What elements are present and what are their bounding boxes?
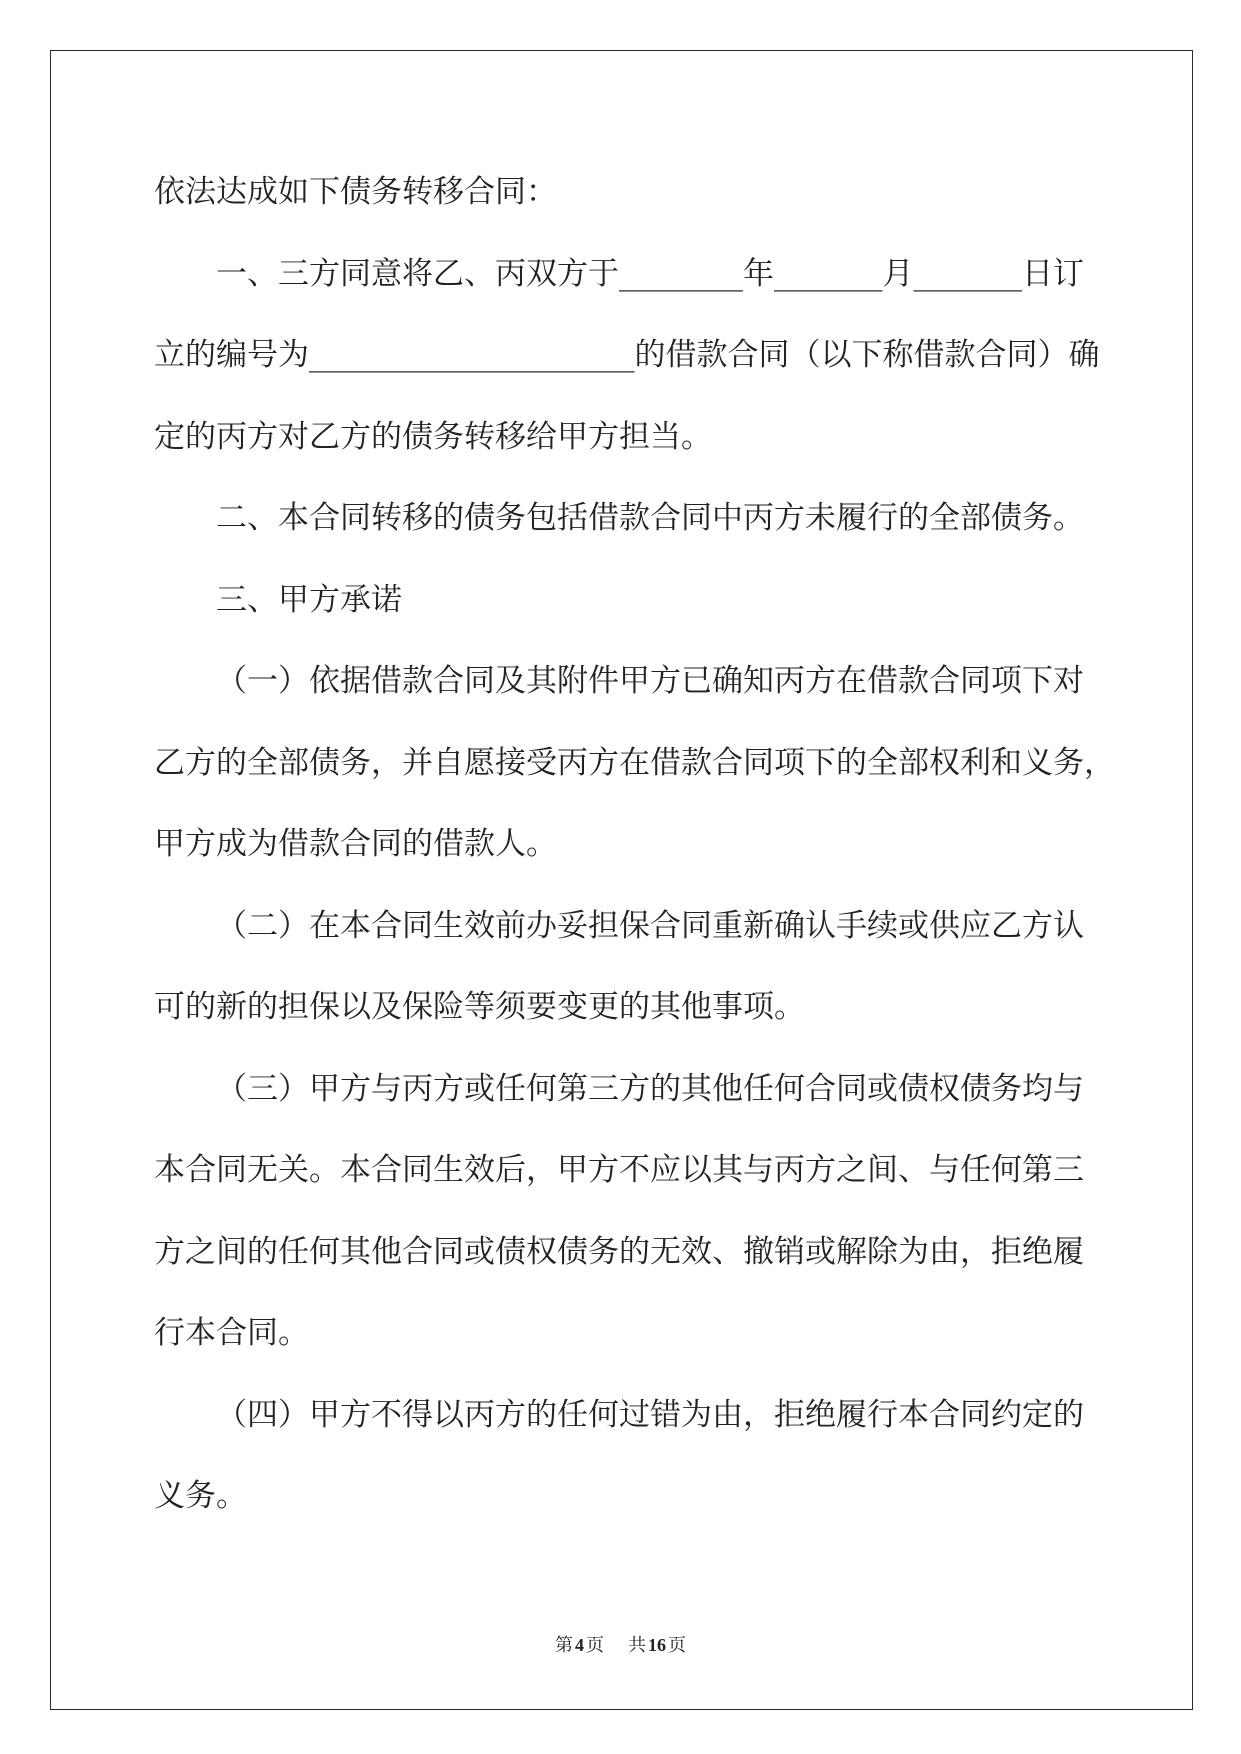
total-pages: 16 xyxy=(648,1635,666,1655)
document-body xyxy=(154,152,1134,1538)
subclause-3-line: （三）甲方与丙方或任何第三方的其他任何合同或债权债务均与 xyxy=(216,1070,1084,1107)
text-line: 甲方成为借款合同的借款人。 xyxy=(154,826,557,862)
text-line: 乙方的全部债务，并自愿接受丙方在借款合同项下的全部权利和义务， xyxy=(154,744,1115,781)
clause-2-line: 二、本合同转移的债务包括借款合同中丙方未履行的全部债务。 xyxy=(216,500,1084,536)
text-line: 定的丙方对乙方的债务转移给甲方担当。 xyxy=(154,418,712,455)
subclause-4-line: （四）甲方不得以丙方的任何过错为由，拒绝履行本合同约定的 xyxy=(216,1396,1084,1433)
text-line: 依法达成如下债务转移合同： xyxy=(154,174,557,210)
page-number: 4 xyxy=(575,1635,584,1655)
text-line: 行本合同。 xyxy=(154,1315,309,1351)
subclause-1-line: （一）依据借款合同及其附件甲方已确知丙方在借款合同项下对 xyxy=(216,663,1084,699)
clause-1-line: 一、三方同意将乙、丙双方于________年_______月_______日订 xyxy=(216,255,1084,292)
text-line: 本合同无关。本合同生效后，甲方不应以其与丙方之间、与任何第三 xyxy=(154,1152,1084,1188)
page-footer xyxy=(0,1633,1241,1657)
page-prefix: 第 xyxy=(555,1635,573,1655)
total-suffix: 页 xyxy=(668,1635,686,1655)
subclause-2-line: （二）在本合同生效前办妥担保合同重新确认手续或供应乙方认 xyxy=(216,907,1084,944)
text-line: 立的编号为_____________________的借款合同（以下称借款合同）确 xyxy=(154,337,1100,373)
clause-3-heading: 三、甲方承诺 xyxy=(216,581,402,618)
text-line: 方之间的任何其他合同或债权债务的无效、撤销或解除为由，拒绝履 xyxy=(154,1233,1084,1270)
text-line: 义务。 xyxy=(154,1478,247,1514)
text-line: 可的新的担保以及保险等须要变更的其他事项。 xyxy=(154,989,805,1025)
page-suffix: 页 xyxy=(586,1635,604,1655)
total-prefix: 共 xyxy=(628,1635,646,1655)
